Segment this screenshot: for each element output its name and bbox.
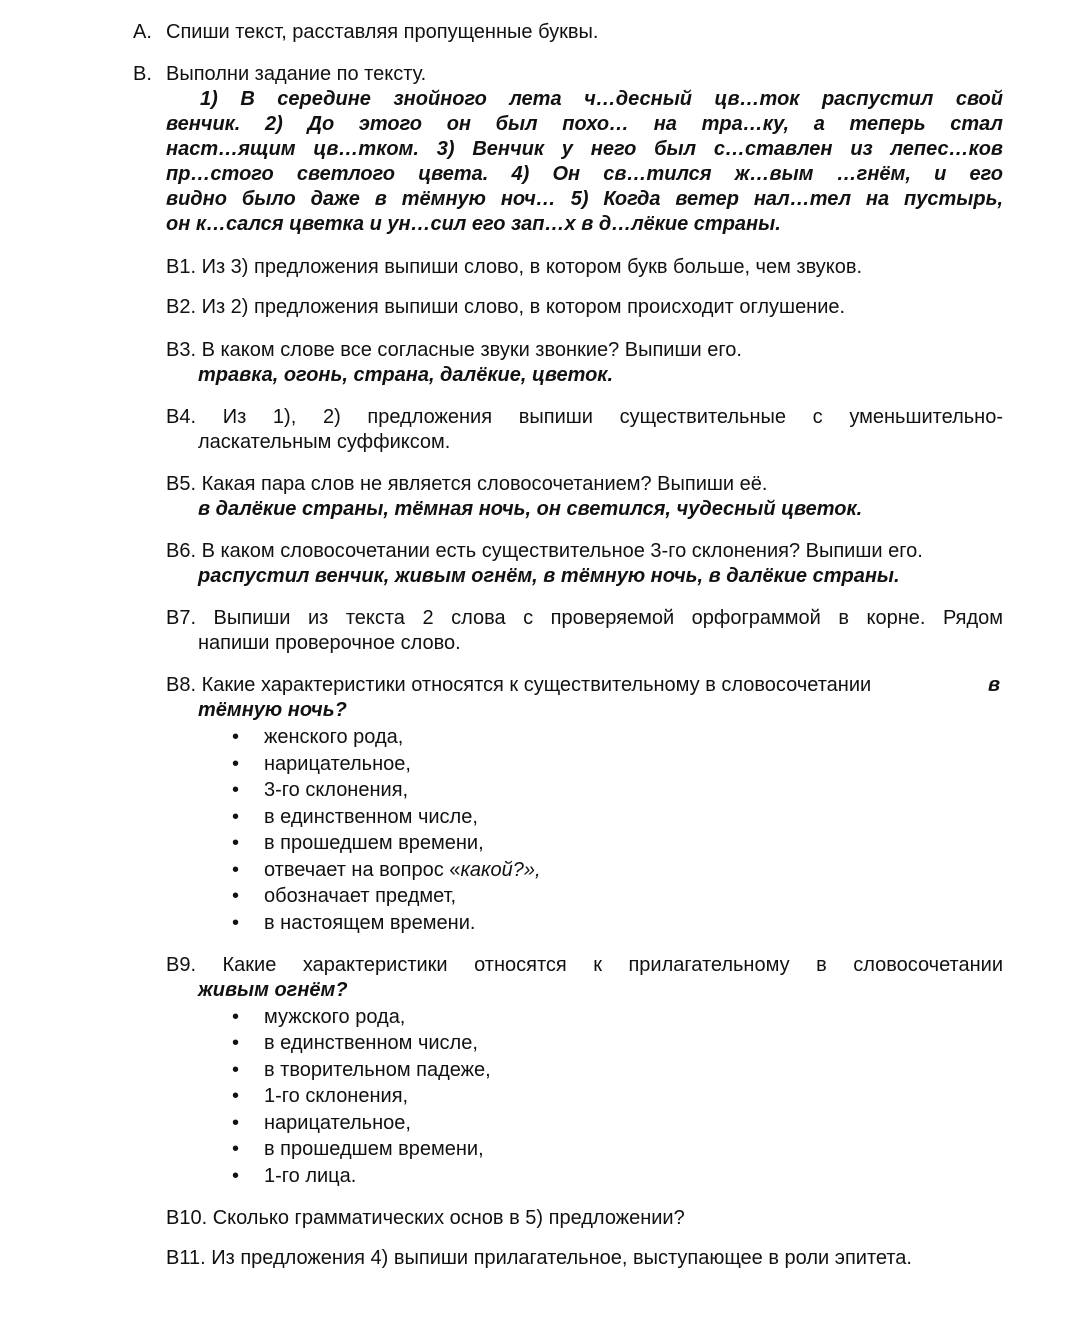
question-b9: В9. Какие характеристики относятся к прилагательному в словосочетании [166, 954, 1003, 976]
question-b3-options: травка, огонь, страна, далёкие, цветок. [198, 364, 613, 386]
question-b8-phrase: тёмную ночь? [198, 699, 347, 721]
passage-line: он к…сался цветка и ун…сил его зап…х в д…лёкие страны. [166, 213, 781, 235]
question-b4-cont: ласкательным суффиксом. [198, 431, 451, 453]
question-b10: В10. Сколько грамматических основ в 5) предложении? [166, 1207, 685, 1229]
task-b-text: Выполни задание по тексту. [166, 63, 427, 85]
task-a-marker: A. [133, 21, 152, 43]
question-b1: В1. Из 3) предложения выпиши слово, в котором букв больше, чем звуков. [166, 256, 863, 278]
question-b2: В2. Из 2) предложения выпиши слово, в котором происходит оглушение. [166, 296, 846, 318]
passage-line: венчик. 2) До этого он был похо… на тра…ку, а теперь стал [166, 113, 1003, 135]
passage-line: 1) В середине знойного лета ч…десный цв…ток распустил свой [200, 88, 1003, 110]
question-b7: В7. Выпиши из текста 2 слова с проверяемой орфограммой в корне. Рядом [166, 607, 1003, 629]
question-b9-phrase: живым огнём? [198, 979, 348, 1001]
passage-line: видно было даже в тёмную ноч… 5) Когда ветер нал…тел на пустырь, [166, 188, 1003, 210]
question-b6: В6. В каком словосочетании есть существительное 3-го склонения? Выпиши его. [166, 540, 923, 562]
question-b11: В11. Из предложения 4) выпиши прилагательное, выступающее в роли эпитета. [166, 1247, 912, 1269]
question-b4: В4. Из 1), 2) предложения выпиши существительные с уменьшительно- [166, 406, 1003, 428]
question-b8: В8. Какие характеристики относятся к существительному в словосочетании [166, 674, 872, 696]
task-a-text: Спиши текст, расставляя пропущенные буквы. [166, 21, 599, 43]
question-b8-phrase-start: в [988, 674, 1001, 696]
question-b3: В3. В каком слове все согласные звуки звонкие? Выпиши его. [166, 339, 742, 361]
question-b6-options: распустил венчик, живым огнём, в тёмную ночь, в далёкие страны. [198, 565, 900, 587]
passage-line: наст…ящим цв…тком. 3) Венчик у него был с…ставлен из лепес…ков [166, 138, 1003, 160]
task-b-marker: B. [133, 63, 152, 85]
question-b5-options: в далёкие страны, тёмная ночь, он светился, чудесный цветок. [198, 498, 863, 520]
question-b5: В5. Какая пара слов не является словосочетанием? Выпиши её. [166, 473, 768, 495]
passage-line: пр…стого светлого цвета. 4) Он св…тился ж…вым …гнём, и его [166, 163, 1003, 185]
question-b7-cont: напиши проверочное слово. [198, 632, 461, 654]
